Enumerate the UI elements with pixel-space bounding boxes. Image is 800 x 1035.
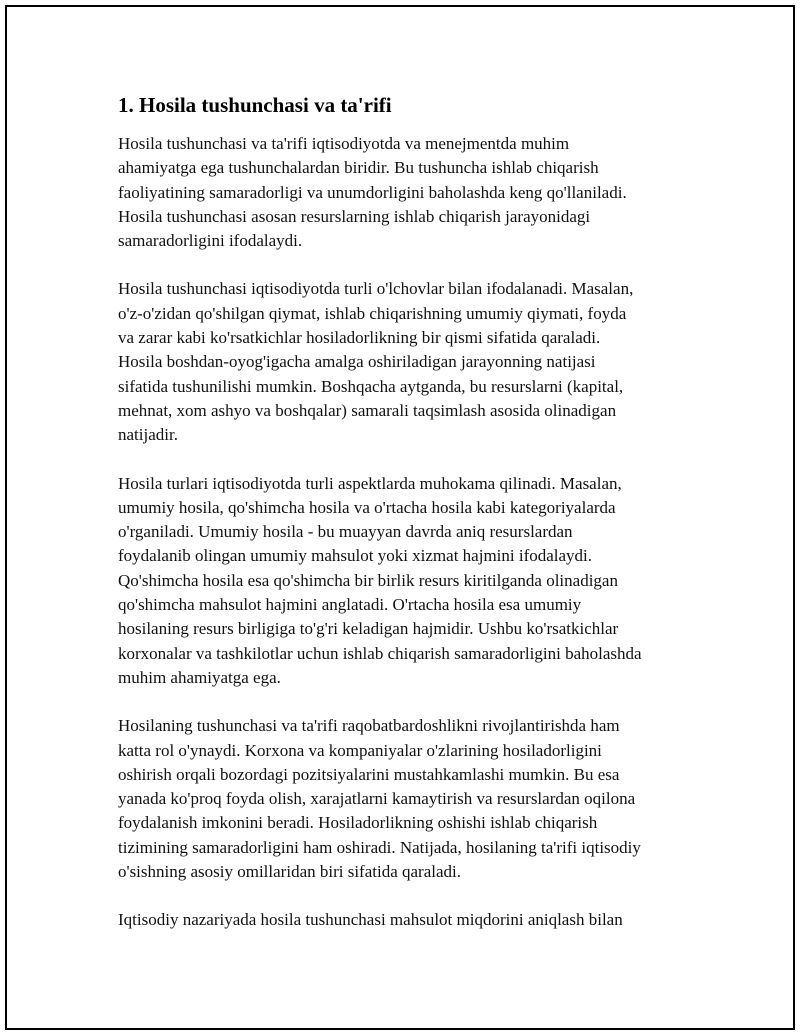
paragraph-1: Hosila tushunchasi va ta'rifi iqtisodiyotda va menejmentda muhim ahamiyatga ega tushunchalardan biridir. Bu tushuncha ishlab chiqarish faoliyatining samaradorligi va unumdorligini baholashda keng qo'llaniladi. Hosila tushunchasi asosan resurslarning ishlab chiqarish jarayonidagi samaradorligini ifodalaydi.: [118, 134, 627, 251]
paragraph-2: Hosila tushunchasi iqtisodiyotda turli o'lchovlar bilan ifodalanadi. Masalan, o'z-o'zidan qo'shilgan qiymat, ishlab chiqarishning umumiy qiymati, foyda va zarar kabi ko'rsatkichlar hosiladorlikning bir qismi sifatida qaraladi. Hosila boshdan-oyog'igacha amalga oshiriladigan jarayonning natijasi sifatida tushunilishi mumkin. Boshqacha aytganda, bu resurslarni (kapital, mehnat, xom ashyo va boshqalar) samarali taqsimlash asosida olinadigan natijadir.: [118, 279, 634, 445]
paragraph-5: Iqtisodiy nazariyada hosila tushunchasi mahsulot miqdorini aniqlash bilan: [118, 910, 623, 930]
section-heading: 1. Hosila tushunchasi va ta'rifi: [118, 93, 392, 117]
paragraph-3: Hosila turlari iqtisodiyotda turli aspektlarda muhokama qilinadi. Masalan, umumiy hosila, qo'shimcha hosila va o'rtacha hosila kabi kategoriyalarda o'rganiladi. Umumiy hosila - bu muayyan davrda aniq resurslardan foydalanib olingan umumiy mahsulot yoki xizmat hajmini ifodalaydi. Qo'shimcha hosila esa qo'shimcha bir birlik resurs kiritilganda olinadigan qo'shimcha mahsulot hajmini anglatadi. O'rtacha hosila esa umumiy hosilaning resurs birligiga to'g'ri keladigan hajmidir. Ushbu ko'rsatkichlar korxonalar va tashkilotlar uchun ishlab chiqarish samaradorligini baholashda muhim ahamiyatga ega.: [118, 473, 642, 687]
document-body: [118, 92, 693, 957]
paragraph-4: Hosilaning tushunchasi va ta'rifi raqobatbardoshlikni rivojlantirishda ham katta rol o'ynaydi. Korxona va kompaniyalar o'zlarining hosiladorligini oshirish orqali bozordagi pozitsiyalarini mustahkamlashi mumkin. Bu esa yanada ko'proq foyda olish, xarajatlarni kamaytirish va resurslardan oqilona foydalanish imkonini beradi. Hosiladorlikning oshishi ishlab chiqarish tizimining samaradorligini ham oshiradi. Natijada, hosilaning ta'rifi iqtisodiy o'sishning asosiy omillaridan biri sifatida qaraladi.: [118, 716, 641, 882]
